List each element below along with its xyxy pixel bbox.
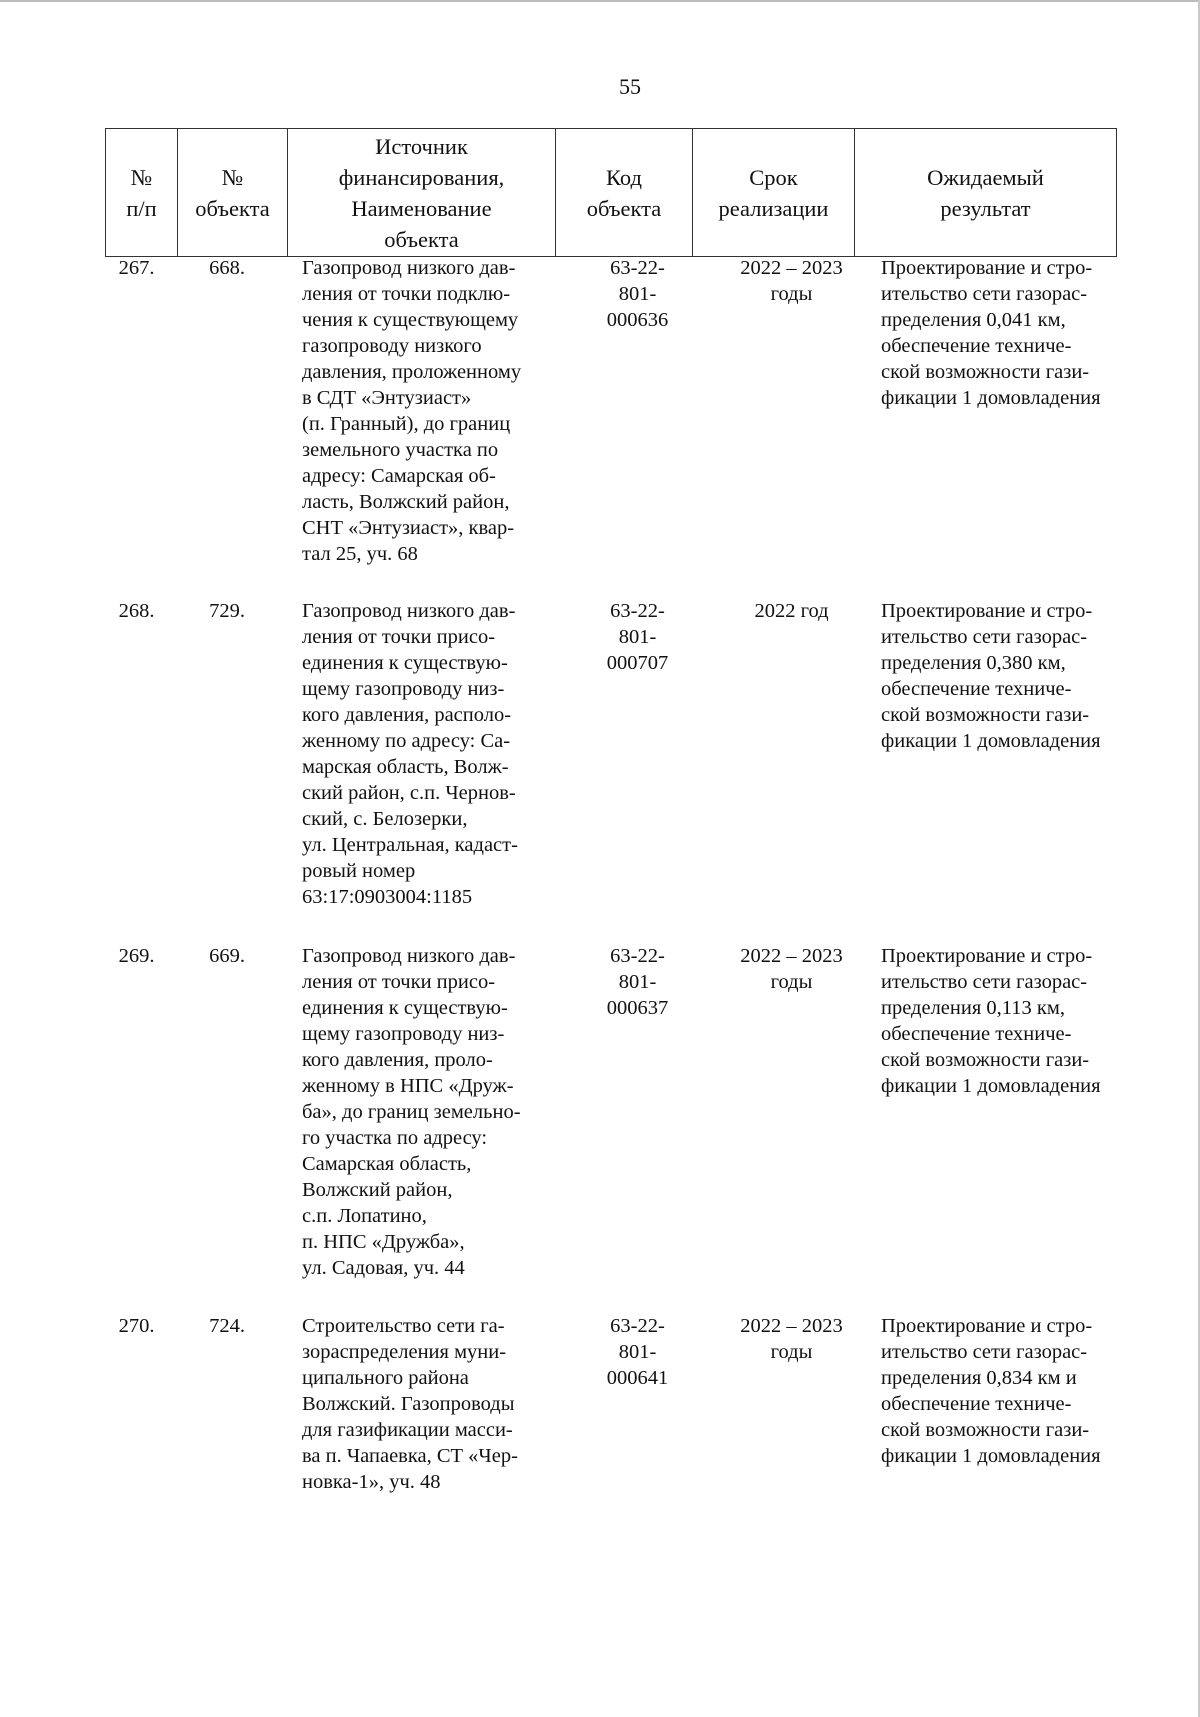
scan-edge-top	[0, 0, 1200, 2]
expected-result: Проектирование и стро- ительство сети газорас- пределения 0,380 км, обеспечение техниче- ской возможности гази- фикации 1 домовладения	[881, 600, 1101, 752]
header-row-number: № п/п	[105, 129, 177, 256]
object-code: 63-22- 801- 000707	[606, 600, 669, 674]
header-financing-source-name: Источник финансирования, Наименование объекта	[287, 129, 555, 256]
implementation-term: 2022 год	[754, 600, 829, 622]
header-object-number: № объекта	[177, 129, 287, 256]
object-number: 668.	[209, 257, 245, 279]
object-name: Строительство сети га- зораспределения муни- ципального района Волжский. Газопроводы для газификации масси- ва п. Чапаевка, СТ «Чер- новка-1», уч. 48	[302, 1315, 518, 1493]
object-name: Газопровод низкого дав- ления от точки присо- единения к существую- щему газопроводу низ- кого давления, проло- женному в НПС «Друж- ба», до границ земельно- го участка по адресу: Самарская область, Волжский район, с.п. Лопатино, п. НПС «Дружба», ул. Садовая, уч. 44	[302, 945, 521, 1279]
implementation-term: 2022 – 2023 годы	[740, 1315, 843, 1363]
table-header	[105, 128, 1117, 257]
object-name: Газопровод низкого дав- ления от точки подклю- чения к существующему газопроводу низкого давления, проложенному в СДТ «Энтузиаст» (п. Гранный), до границ земельного участка по адресу: Самарская об- ласть, Волжский район, СНТ «Энтузиаст», квар- тал 25, уч. 68	[302, 257, 522, 565]
row-number: 267.	[118, 257, 155, 279]
header-object-code: Код объекта	[555, 129, 692, 256]
object-code: 63-22- 801- 000641	[606, 1315, 669, 1389]
object-number: 724.	[209, 1315, 245, 1337]
object-name: Газопровод низкого дав- ления от точки присо- единения к существую- щему газопроводу низ- кого давления, располо- женному по адресу: Са- марская область, Волж- ский район, с.п. Чернов- ский, с. Белозерки, ул. Центральная, кадаст- ровый номер 63:17:0903004:1185	[302, 600, 518, 908]
row-number: 270.	[118, 1315, 155, 1337]
header-implementation-term: Срок реализации	[692, 129, 854, 256]
object-number: 729.	[209, 600, 245, 622]
object-number: 669.	[209, 945, 245, 967]
expected-result: Проектирование и стро- ительство сети газорас- пределения 0,113 км, обеспечение техниче- ской возможности гази- фикации 1 домовладения	[881, 945, 1101, 1097]
page-number: 55	[619, 74, 641, 99]
row-number: 268.	[118, 600, 155, 622]
object-code: 63-22- 801- 000637	[606, 945, 669, 1019]
header-expected-result: Ожидаемый результат	[854, 129, 1117, 256]
expected-result: Проектирование и стро- ительство сети газорас- пределения 0,041 км, обеспечение техниче- ской возможности гази- фикации 1 домовладения	[881, 257, 1101, 409]
expected-result: Проектирование и стро- ительство сети газорас- пределения 0,834 км и обеспечение техниче- ской возможности гази- фикации 1 домовладения	[881, 1315, 1101, 1467]
row-number: 269.	[118, 945, 155, 967]
object-code: 63-22- 801- 000636	[606, 257, 669, 331]
implementation-term: 2022 – 2023 годы	[740, 945, 843, 993]
implementation-term: 2022 – 2023 годы	[740, 257, 843, 305]
projects-table	[105, 128, 1117, 1493]
